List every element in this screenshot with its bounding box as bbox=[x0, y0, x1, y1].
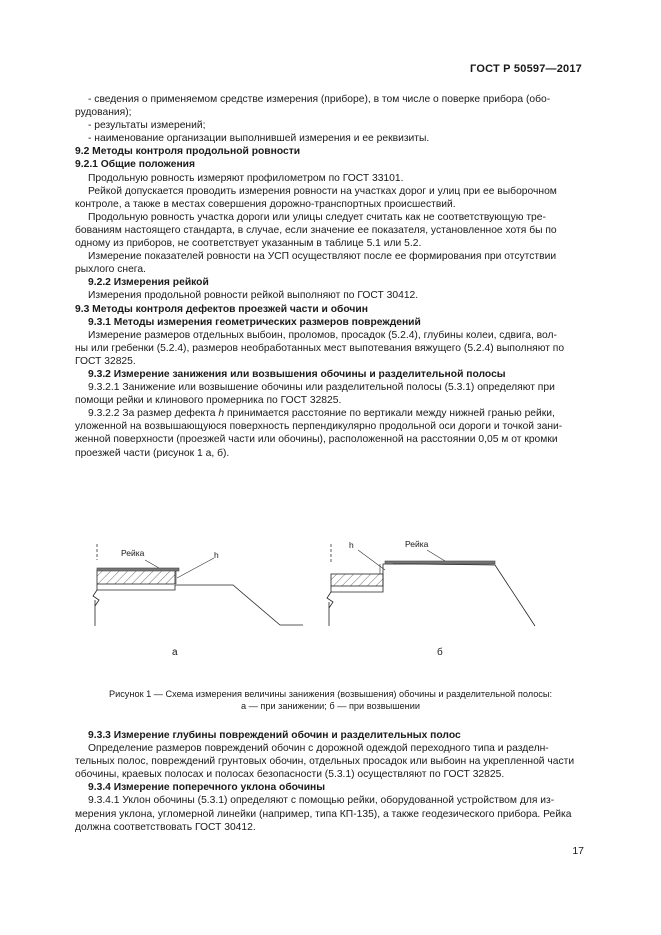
standard-header: ГОСТ Р 50597—2017 bbox=[470, 63, 582, 75]
subsection-heading-9-3-3: 9.3.3 Измерение глубины повреждений обочин и разделительных полос bbox=[88, 730, 461, 741]
main-text-lower bbox=[75, 729, 586, 834]
list-item: - наименование организации выполнившей измерения и ее реквизиты. bbox=[88, 133, 430, 145]
figure-1 bbox=[75, 530, 586, 680]
paragraph-cont: проезжей части (рисунок 1 а, б). bbox=[75, 447, 230, 459]
subsection-heading-9-3-1: 9.3.1 Методы измерения геометрических размеров повреждений bbox=[88, 316, 421, 328]
paragraph: Продольную ровность измеряют профилометром по ГОСТ 33101. bbox=[88, 172, 404, 184]
subsection-heading-9-3-4: 9.3.4 Измерение поперечного уклона обочины bbox=[88, 782, 326, 794]
paragraph: Определение размеров повреждений обочин с дорожной одеждой переходного типа и разделн- bbox=[88, 743, 549, 755]
paragraph-cont: обочины, краевых полосах и полосах безопасности (5.3.1) осуществляют по ГОСТ 32825. bbox=[75, 769, 505, 781]
paragraph-cont: одному из приборов, не соответствует указанным в таблице 5.1 или 5.2. bbox=[75, 238, 422, 250]
label-sub-a: а bbox=[172, 647, 178, 658]
text-run: принимается расстояние по вертикали между нижней гранью рейки, bbox=[224, 408, 555, 420]
shoulder-block bbox=[97, 570, 175, 584]
paragraph-cont: ны или гребенки (5.2.4), размеров необработанных мест выпотевания вяжущего (5.2.4) выполняют по bbox=[75, 342, 565, 354]
list-item: - результаты измерений; bbox=[88, 120, 206, 132]
paragraph-cont: контроле, а также в местах совершения дорожно-транспортных происшествий. bbox=[75, 198, 456, 210]
rail-bar bbox=[97, 568, 179, 571]
paragraph bbox=[75, 407, 586, 420]
caption-line: Рисунок 1 — Схема измерения величины занижения (возвышения) обочины и разделительной полосы: bbox=[108, 689, 553, 699]
section-heading-9-2: 9.2 Методы контроля продольной ровности bbox=[75, 146, 301, 158]
text-run: 9.3.2.2 За размер дефекта bbox=[88, 408, 219, 420]
subsection-heading-9-2-1: 9.2.1 Общие положения bbox=[75, 159, 195, 171]
paragraph-cont: мерения уклона, угломерной линейки (например, типа КП-135), а также геодезического прибора. Рейка bbox=[75, 808, 572, 820]
paragraph-cont: тельных полос, повреждений грунтовых обочин, отдельных просадок или выбоин на укрепленной части bbox=[75, 756, 575, 768]
diagram-b bbox=[327, 544, 535, 626]
label-rail-a: Рейка bbox=[121, 548, 145, 558]
list-item: - сведения о применяемом средстве измерения (приборе), в том числе о поверке прибора (обо- bbox=[88, 94, 551, 105]
label-h-b: h bbox=[349, 540, 354, 550]
paragraph: 9.3.2.1 Занижение или возвышение обочины или разделительной полосы (5.3.1) определяют при bbox=[88, 382, 555, 394]
subsection-heading-9-3-2: 9.3.2 Измерение занижения или возвышения обочины и разделительной полосы bbox=[88, 368, 506, 380]
paragraph-cont: бованиям настоящего стандарта, в случае, если значение ее показателя, установленное хотя бы по bbox=[75, 224, 557, 236]
paragraph-cont: должна соответствовать ГОСТ 30412. bbox=[75, 821, 256, 833]
label-sub-b: б bbox=[437, 647, 443, 658]
caption-line: а — при занижении; б — при возвышении bbox=[240, 701, 421, 711]
label-rail-b: Рейка bbox=[405, 539, 429, 549]
shoulder-block-b bbox=[331, 574, 383, 586]
paragraph-cont: уложенной на возвышающуюся поверхность перпендикулярно продольной оси дороги и точкой зани- bbox=[75, 421, 563, 433]
italic-h: h bbox=[218, 408, 225, 420]
paragraph: Измерения продольной ровности рейкой выполняют по ГОСТ 30412. bbox=[88, 290, 419, 302]
paragraph: Рейкой допускается проводить измерения ровности на участках дорог и улиц при ее выборочном bbox=[88, 185, 557, 197]
subsection-heading-9-2-2: 9.2.2 Измерения рейкой bbox=[88, 277, 209, 289]
rail-bar-b bbox=[385, 561, 495, 564]
label-h-a: h bbox=[214, 550, 219, 560]
list-item-cont: рудования); bbox=[75, 107, 132, 119]
paragraph: Измерение размеров отдельных выбоин, проломов, просадок (5.2.4), глубины колеи, сдвига, вол- bbox=[88, 329, 557, 341]
section-heading-9-3: 9.3 Методы контроля дефектов проезжей части и обочин bbox=[75, 303, 368, 315]
figure-caption bbox=[75, 688, 586, 712]
paragraph-cont: рыхлого снега. bbox=[75, 264, 146, 276]
paragraph: Измерение показателей ровности на УСП осуществляют после ее формирования при отсутствии bbox=[88, 251, 557, 263]
paragraph-cont: ГОСТ 32825. bbox=[75, 355, 136, 367]
page-number: 17 bbox=[572, 845, 584, 857]
main-text bbox=[75, 93, 586, 460]
paragraph: Продольную ровность участка дороги или улицы следует считать как не соответствующую тре- bbox=[88, 211, 546, 223]
paragraph: 9.3.4.1 Уклон обочины (5.3.1) определяют с помощью рейки, оборудованной устройством для из- bbox=[88, 795, 555, 807]
paragraph-cont: женной поверхности (проезжей части или обочины), расположенной на расстоянии 0,05 м от кромки bbox=[75, 434, 558, 446]
figure-1-drawing bbox=[75, 530, 586, 680]
paragraph-cont: помощи рейки и клинового промерника по ГОСТ 32825. bbox=[75, 395, 342, 407]
